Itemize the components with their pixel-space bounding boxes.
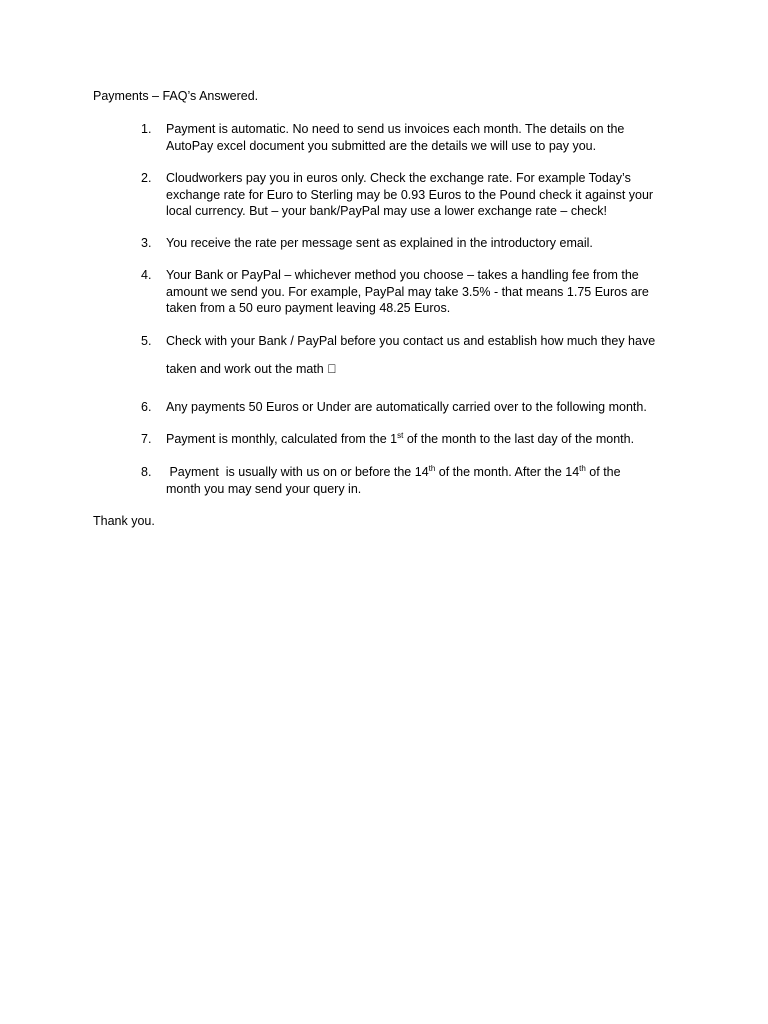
faq-text-segment: Payment is monthly, calculated from the 1 bbox=[166, 432, 398, 446]
ordinal-suffix: th bbox=[579, 463, 586, 473]
faq-line: Your Bank or PayPal – whichever method you choose – takes a handling fee from the bbox=[166, 268, 639, 282]
faq-line: AutoPay excel document you submitted are the details we will use to pay you. bbox=[166, 138, 597, 153]
faq-number: 6. bbox=[141, 400, 152, 414]
ordinal-suffix: st bbox=[397, 430, 404, 440]
faq-text bbox=[166, 235, 681, 252]
faq-line: taken and work out the math bbox=[166, 361, 324, 376]
faq-line: taken from a 50 euro payment leaving 48.25 Euros. bbox=[166, 301, 451, 315]
faq-text-segment: Payment is usually with us on or before the 14 bbox=[166, 465, 429, 479]
ordinal-suffix: th bbox=[428, 463, 436, 473]
faq-text bbox=[166, 121, 681, 154]
faq-number: 1. bbox=[141, 122, 152, 136]
signoff-text: Thank you. bbox=[93, 514, 155, 528]
faq-text bbox=[166, 333, 681, 377]
faq-text bbox=[166, 464, 681, 497]
faq-text bbox=[166, 399, 681, 416]
document-title: Payments – FAQ’s Answered. bbox=[93, 89, 259, 103]
faq-number: 2. bbox=[141, 171, 152, 185]
faq-line: You receive the rate per message sent as explained in the introductory email. bbox=[166, 236, 593, 250]
faq-text bbox=[166, 267, 681, 317]
faq-line: amount we send you. For example, PayPal may take 3.5% - that means 1.75 Euros are bbox=[166, 284, 649, 299]
faq-line: Payment is automatic. No need to send us invoices each month. The details on the bbox=[166, 122, 625, 136]
faq-line: exchange rate for Euro to Sterling may be 0.93 Euros to the Pound check it against your bbox=[166, 187, 654, 202]
faq-number: 5. bbox=[141, 334, 152, 348]
faq-text-segment: of the month to the last day of the month. bbox=[403, 432, 635, 446]
faq-line bbox=[166, 464, 681, 481]
faq-line: Cloudworkers pay you in euros only. Check the exchange rate. For example Today’s bbox=[166, 171, 631, 185]
faq-line: month you may send your query in. bbox=[166, 481, 362, 496]
faq-line bbox=[166, 431, 681, 448]
faq-line: local currency. But – your bank/PayPal may use a lower exchange rate – check! bbox=[166, 204, 607, 218]
faq-text bbox=[166, 431, 681, 448]
faq-line: Check with your Bank / PayPal before you contact us and establish how much they have bbox=[166, 334, 656, 348]
faq-number: 8. bbox=[141, 465, 152, 479]
faq-text-segment: of the bbox=[585, 465, 621, 479]
faq-number: 3. bbox=[141, 236, 152, 250]
faq-text bbox=[166, 170, 681, 220]
faq-number: 7. bbox=[141, 432, 152, 446]
faq-number: 4. bbox=[141, 268, 152, 282]
faq-text-segment: of the month. After the 14 bbox=[435, 465, 580, 479]
faq-line: Any payments 50 Euros or Under are automatically carried over to the following month. bbox=[166, 400, 647, 414]
